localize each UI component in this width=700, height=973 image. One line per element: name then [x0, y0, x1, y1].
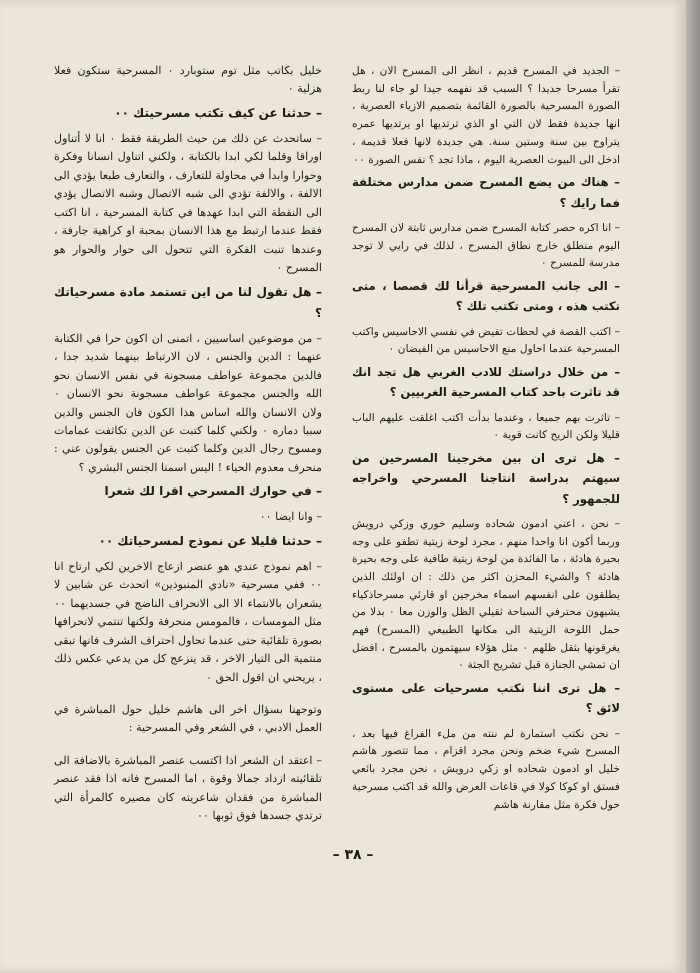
interview-answer: – اهم نموذج عندي هو عنصر ازعاج الاخرين لكي ارتاح انا ٠٠ ففي مسرحية «نادي المنبوذين» اتحدث عن شابين لا يشعران بالانتماء الا الى الانحراف الناضج في جسديهما ٠٠ مثل المومسات ، فالمومس منحرفة ولكنها تنتمي لانحرافها بصورة تلقائية حتى عندما تحاول احتراف الشرف فانها تبقى منتمية الى التيار الاخر ، قد ينزعج كل من يدعي عكس ذلك ، يريحني ان اقول الحق ٠ — [54, 559, 322, 684]
interview-answer: – ساتحدث عن ذلك من حيث الطريقة فقط ٠ انا لا أتناول اوراقا وقلما لكي ابدا بالكتابة ، ولكني اتناول انسانا وفكرة وحوارا وابدأ في محاولة للتعارف ، والتعارف طبعا يؤدي الى الالفة ، والالفة تؤدي الى شبه الاتصال وشبه الاتصال يؤدي الى النقطة التي ابدا عهدها في كتابة المسرحية ، انا اكتب فقط عندما ارتبط مع هذا الانسان بمحبة او كراهية جارفة ، وعندها تنبت الفكرة التي تتحول الى حوار والحوار هو المسرح ٠ — [54, 132, 323, 275]
interview-question: – حدثنا عن كيف تكتب مسرحيتك ٠٠ — [114, 105, 322, 120]
interview-question: – هل ترى ان بين مخرجينا المسرحين من سيهتم بدراسة انتاجنا المسرحي واخراجه للجمهور ؟ — [352, 450, 620, 506]
left-column — [54, 62, 322, 830]
interview-answer: – من موضوعين اساسيين ، اتمنى ان اكون حرا في الكتابة عنهما : الدين والجنس ، لان الارتباط بينهما شديد جدا ، فالدين مجموعة عواطف مسجونة في نفس الانسان نحو الله والجنس مجموعة عواطف مسجونة نحو الانسان ٠ ولان الانسان والله اساس هذا الكون فان الجنس والدين سببا دماره ٠ ولكني كلما كتبت عن الدين تكاثفت عمامات ومسوح رجال الدين وكلما كتبت عن الجنس يقولون عني : منحرف معدوم الحياء ! اليس اسمنا الجنس البشري ؟ — [54, 331, 322, 474]
interview-answer: – نحن ، اعني ادمون شحاده وسليم خوري وزكي درويش وربما أكون انا واحدا منهم ، مجرد لوحة زيتية تطفو على وجه بحيرة هادئة ، ما الفائدة من لوحة زيتية طافية على وجه بحيرة هادئة ؟ والشيء المحزن اكثر من ذلك : ان اولئك الذين يطلقون على انفسهم اسماء مخرجين او قارئي مسرحاذكياء يشبهون محترفي السباحة ثقيلي الظل والوزن معا ٠ بدلا من حمل اللوحة الزيتية الى مكانها الطبيعي (المسرح) فهم يغرقونها بثقل ظلهم ٠ مثل هؤلاء سيهتمون بالمسرح ، افضل ان تمشي الجنازة قبل تشريح الجثة ٠ — [352, 516, 620, 672]
interview-question: – هناك من يضع المسرح ضمن مدارس مختلفة فما رايك ؟ — [352, 175, 620, 210]
interview-answer: – وانا ايضا ٠٠ — [259, 510, 322, 524]
right-column — [352, 62, 620, 817]
interview-answer: – اعتقد ان الشعر اذا اكتسب عنصر المباشرة بالاضافة الى تلقائيته ازداد جمالا وقوة ، اما المسرح فانه اذا فقد عنصر المباشرة من فقدان شاعريته كان مصيره كالمرأة التي ترتدي جسدها فوق ثوبها ٠٠ — [54, 753, 322, 823]
interview-question: – من خلال دراستك للادب الغربي هل تجد انك قد تاثرت باحد كتاب المسرحية الغربيين ؟ — [352, 364, 620, 400]
interview-answer: – نحن نكتب استمارة لم ننته من ملء الفراغ فيها بعد ، المسرح شيء ضخم ونحن مجرد اقزام ، مما تتصور هاشم خليل او ادمون شحاده او زكي درويش ، نحن مجرد بائعي فستق او كوكا كولا في قاعات العرض والله قد اكتب مسرحية حول فكرة مثل مقارنة هاشم — [352, 726, 620, 811]
interview-question: – الى جانب المسرحية قرأنا لك قصصا ، متى تكتب هذه ، ومتى تكتب تلك ؟ — [352, 278, 620, 314]
interview-question: – حدثنا قليلا عن نموذج لمسرحياتك ٠٠ — [98, 533, 322, 548]
interview-question: – في حوارك المسرحي اقرا لك شعرا — [104, 484, 322, 499]
interview-answer: – تاثرت بهم جميعا ، وعندما بدأت اكتب اغلقت عليهم الباب قليلا ولكن الريح كانت قوية ٠ — [352, 410, 620, 442]
page-number: – ٣٨ – — [332, 847, 374, 863]
interview-answer: – الجديد في المسرح قديم ، انظر الى المسرح الان ، هل تقرأ مسرحا جديدا ؟ السبب قد نفهمه جيدا لو جاء لنا ربط الصورة المسرحية بالصورة القائمة بتصميم الازياء العصرية ، انها جديدة فقط لان التي او الذي ترتديها او يرتديها عمره يتراوح بين سنة وستين سنة. هي جديدة لانها فعلا قديمة ، ادخل الى البيوت العصرية اليوم ، ماذا تجد ؟ نفس الصورة ٠٠ — [352, 64, 620, 166]
interview-answer: وتوجهنا بسؤال اخر الى هاشم خليل حول المباشرة في العمل الادبي ، في الشعر وفي المسرحية : — [54, 703, 322, 735]
interview-question: – هل تقول لنا من اين تستمد مادة مسرحياتك ؟ — [54, 284, 322, 320]
interview-answer: – انا اكره حصر كتابة المسرح ضمن مدارس ثابتة لان المسرح اليوم منطلق خارج نطاق المسرح ، لذلك في رايي لا توجد مدرسة للمسرح ٠ — [352, 220, 620, 270]
interview-answer: – اكتب القصة في لحظات تفيض في نفسي الاحاسيس واكتب المسرحية عندما احاول منع الاحاسيس من الفيضان ٠ — [352, 324, 620, 356]
book-binding-edge — [686, 0, 700, 973]
interview-question: – هل ترى اننا نكتب مسرحيات على مستوى لائق ؟ — [352, 681, 620, 716]
interview-answer: خليل بكاتب مثل توم ستوبارد ٠ المسرحية ستكون فعلا هزلية ٠ — [54, 64, 322, 96]
